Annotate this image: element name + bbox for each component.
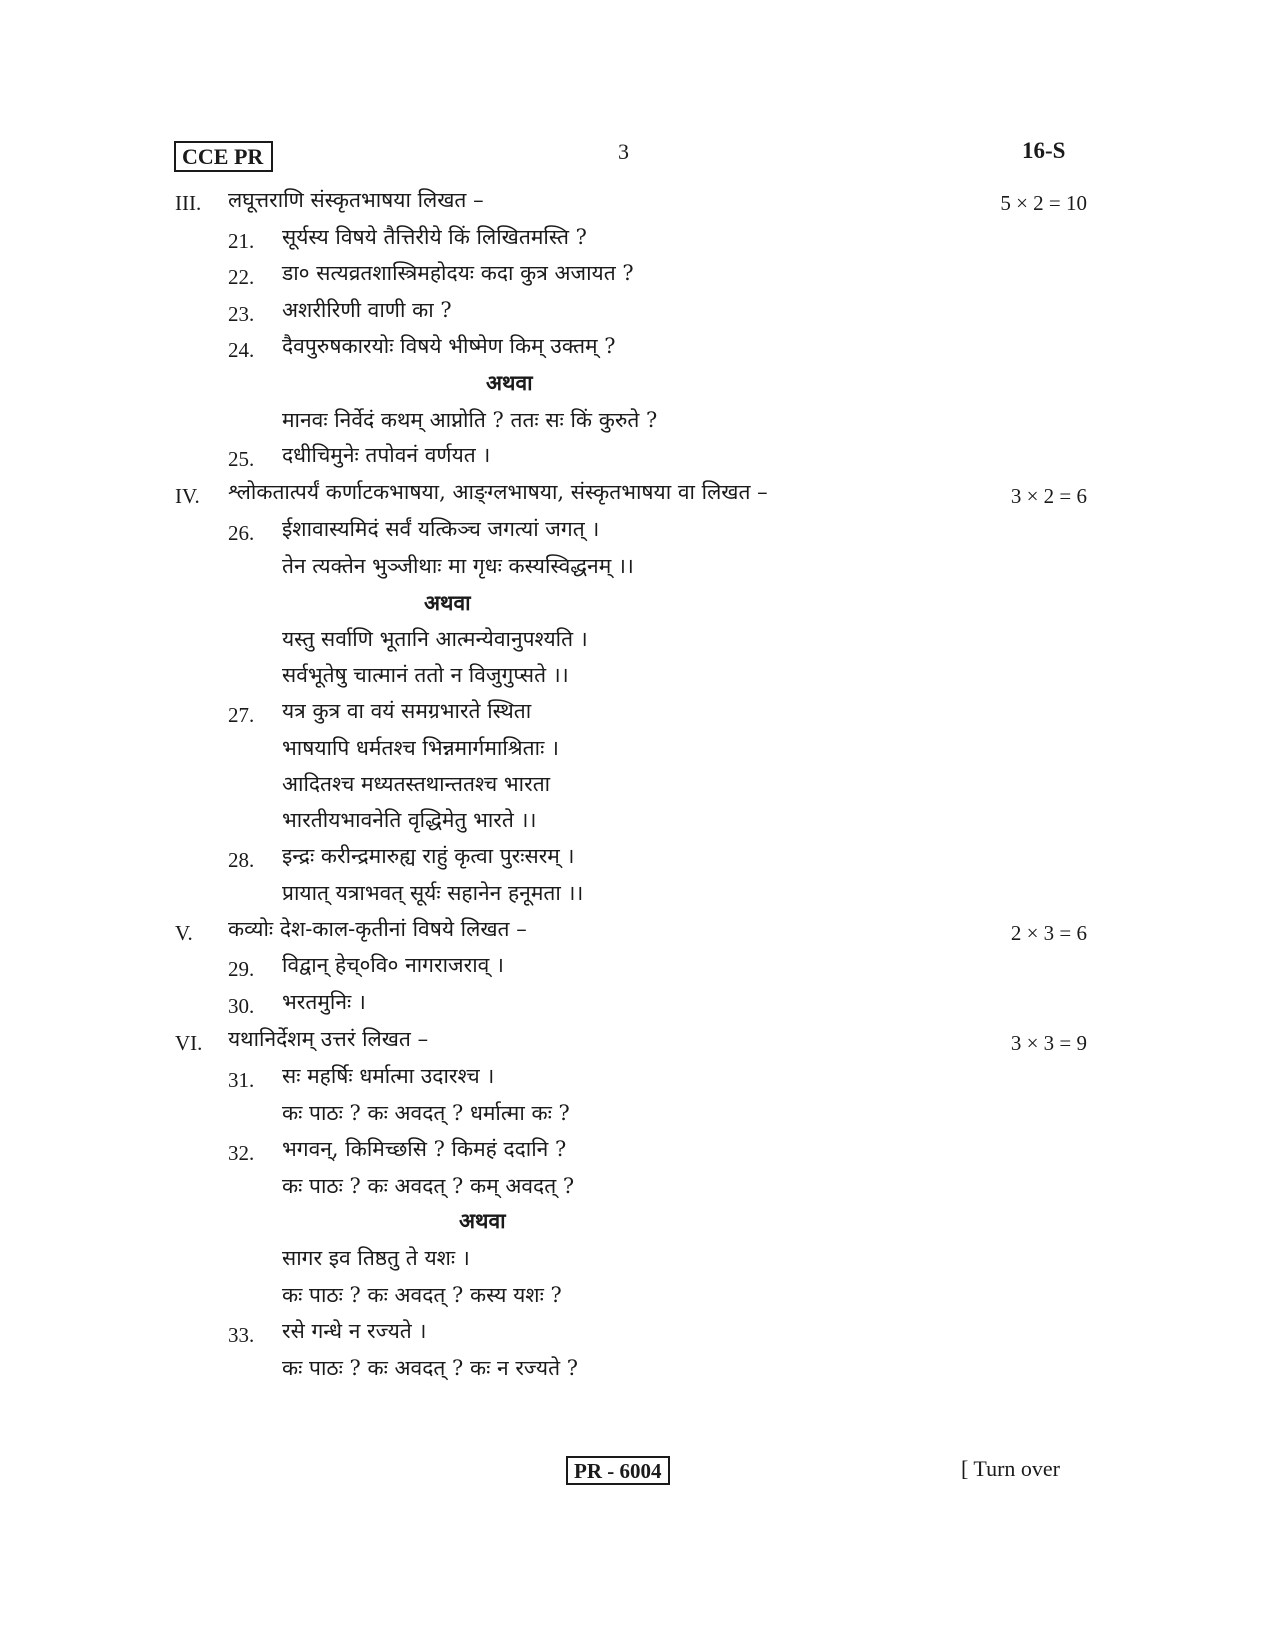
verse-line: यत्र कुत्र वा वयं समग्रभारते स्थिता (282, 699, 532, 723)
section-number: V. (175, 921, 193, 945)
question-text: सागर इव तिष्ठतु ते यशः । (282, 1246, 470, 1270)
question-number: 32. (228, 1141, 255, 1165)
question-text: दधीचिमुनेः तपोवनं वर्णयत । (282, 443, 491, 467)
question-text: कः पाठः ? कः अवदत् ? कः न रज्यते ? (282, 1356, 579, 1380)
section-instruction: यथानिर्देशम् उत्तरं लिखत – (228, 1027, 429, 1051)
question-text: सूर्यस्य विषये तैत्तिरीये किं लिखितमस्ति ? (282, 225, 587, 249)
or-divider: अथवा (486, 370, 533, 395)
section-instruction: लघूत्तराणि संस्कृतभाषया लिखत – (228, 188, 484, 212)
question-number: 31. (228, 1068, 255, 1092)
verse-line: इन्द्रः करीन्द्रमारुह्य राहुं कृत्वा पुरःसरम् । (282, 844, 575, 868)
question-number: 28. (228, 848, 255, 872)
question-text: मानवः निर्वेदं कथम् आप्नोति ? ततः सः किं कुरुते ? (282, 408, 658, 432)
question-number: 23. (228, 302, 255, 326)
or-divider: अथवा (459, 1208, 506, 1233)
or-divider: अथवा (424, 590, 471, 615)
question-number: 25. (228, 447, 255, 471)
turn-over-note: [ Turn over (961, 1456, 1061, 1481)
question-text: भगवन्, किमिच्छसि ? किमहं ददानि ? (282, 1137, 567, 1161)
section-number: III. (175, 191, 202, 215)
section-instruction: श्लोकतात्पर्यं कर्णाटकभाषया, आङ्ग्लभाषया, संस्कृतभाषया वा लिखत – (228, 480, 768, 504)
section-marks: 2 × 3 = 6 (1010, 921, 1087, 945)
question-number: 24. (228, 338, 255, 362)
question-text: भरतमुनिः । (282, 990, 366, 1014)
verse-line: सर्वभूतेषु चात्मानं ततो न विजुगुप्सते ।। (282, 663, 569, 687)
section-marks: 3 × 2 = 6 (1010, 484, 1087, 508)
section-number: IV. (175, 484, 200, 508)
section-instruction: कव्योः देश-काल-कृतीनां विषये लिखत – (228, 917, 527, 941)
verse-line: भारतीयभावनेति वृद्धिमेतु भारते ।। (282, 808, 537, 832)
page-number: 3 (618, 139, 629, 164)
question-text: विद्वान् हेच्०वि० नागराजराव् । (282, 953, 504, 977)
verse-line: तेन त्यक्तेन भुञ्जीथाः मा गृधः कस्यस्विद्धनम् ।। (282, 554, 634, 578)
question-number: 21. (228, 229, 255, 253)
verse-line: ईशावास्यमिदं सर्वं यत्किञ्च जगत्यां जगत् । (282, 517, 600, 541)
question-number: 30. (228, 994, 255, 1018)
question-text: कः पाठः ? कः अवदत् ? धर्मात्मा कः ? (282, 1101, 570, 1125)
exam-code-box: CCE PR (174, 141, 273, 172)
paper-code-box: PR - 6004 (566, 1456, 670, 1485)
section-marks: 3 × 3 = 9 (1010, 1031, 1087, 1055)
verse-line: प्रायात् यत्राभवत् सूर्यः सहानेन हनूमता ।। (282, 881, 584, 905)
question-text: अशरीरिणी वाणी का ? (282, 298, 452, 322)
question-text: डा० सत्यव्रतशास्त्रिमहोदयः कदा कुत्र अजायत ? (282, 261, 634, 285)
question-number: 22. (228, 265, 255, 289)
question-text: कः पाठः ? कः अवदत् ? कस्य यशः ? (282, 1283, 562, 1307)
section-number: VI. (175, 1031, 203, 1055)
question-number: 27. (228, 703, 255, 727)
question-text: दैवपुरुषकारयोः विषये भीष्मेण किम् उक्तम् ? (282, 334, 616, 358)
question-text: रसे गन्धे न रज्यते । (282, 1319, 427, 1343)
question-number: 26. (228, 521, 255, 545)
question-text: कः पाठः ? कः अवदत् ? कम् अवदत् ? (282, 1174, 575, 1198)
question-text: सः महर्षिः धर्मात्मा उदारश्च । (282, 1064, 495, 1088)
question-number: 33. (228, 1323, 255, 1347)
verse-line: भाषयापि धर्मतश्च भिन्नमार्गमाश्रिताः । (282, 736, 559, 760)
question-number: 29. (228, 957, 255, 981)
verse-line: आदितश्च मध्यतस्तथान्ततश्च भारता (282, 772, 551, 796)
section-marks: 5 × 2 = 10 (1000, 191, 1087, 215)
subject-code: 16-S (1022, 138, 1066, 163)
verse-line: यस्तु सर्वाणि भूतानि आत्मन्येवानुपश्यति । (282, 627, 588, 651)
